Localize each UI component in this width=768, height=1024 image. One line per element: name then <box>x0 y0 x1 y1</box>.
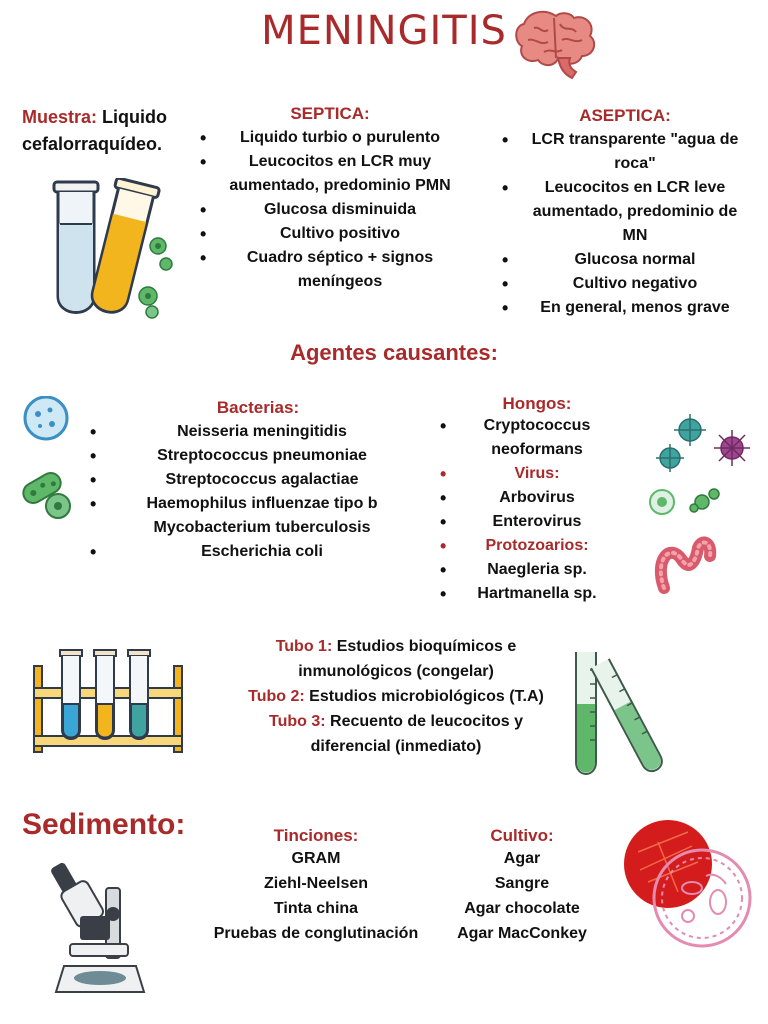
list-item: • Cultivo negativo <box>524 272 746 296</box>
cultivo-heading: Cultivo: <box>490 826 554 845</box>
green-tubes-illustration <box>570 650 680 780</box>
list-item: Agar MacConkey <box>457 925 587 942</box>
list-item: Sangre <box>494 875 550 892</box>
list-item: • Arbovirus <box>462 486 612 510</box>
list-item: • Glucosa disminuida <box>222 198 458 222</box>
protozoarios-heading-row <box>462 534 612 558</box>
list-item: • En general, menos grave <box>524 296 746 320</box>
virus-heading: • Virus: <box>462 462 612 486</box>
aseptica-heading: ASEPTICA: <box>579 106 671 125</box>
list-item: • Cryptococcus neoformans <box>462 414 612 462</box>
title-text: MENINGITIS <box>261 8 507 54</box>
protozoarios-list <box>462 558 612 606</box>
list-item: • Liquido turbio o purulento <box>222 126 458 150</box>
otros-agentes-section <box>462 394 612 606</box>
list-item: • Escherichia coli <box>112 540 412 564</box>
list-item: • Streptococcus pneumoniae <box>112 444 412 468</box>
bacterias-heading: Bacterias: <box>216 398 300 417</box>
muestra-text: Liquido cefalorraquídeo. <box>22 107 167 154</box>
septica-heading: SEPTICA: <box>290 104 370 123</box>
list-item: Agar chocolate <box>464 900 580 917</box>
list-item: • Enterovirus <box>462 510 612 534</box>
list-item: • Cultivo positivo <box>222 222 458 246</box>
page-title <box>0 8 768 54</box>
tube-rack-illustration <box>32 648 184 754</box>
tinciones-section <box>196 826 436 946</box>
list-item: Ziehl-Neelsen <box>263 875 369 892</box>
list-item: • LCR transparente "agua de roca" <box>524 128 746 176</box>
sedimento-heading: Sedimento: <box>22 808 186 841</box>
list-item: Mycobacterium tuberculosis <box>153 519 371 536</box>
tubos-section <box>236 634 556 759</box>
list-item: • Leucocitos en LCR muy aumentado, predominio PMN <box>222 150 458 198</box>
protozoarios-heading: • Protozoarios: <box>462 534 612 558</box>
list-item: Pruebas de conglutinación <box>213 925 419 942</box>
test-tubes-illustration <box>48 178 178 324</box>
tinciones-heading: Tinciones: <box>273 826 359 845</box>
brain-icon <box>514 8 598 82</box>
virus-icons <box>640 410 758 600</box>
petri-dish-illustration <box>618 812 758 952</box>
septica-section <box>222 104 458 294</box>
list-item: Tinta china <box>273 900 359 917</box>
muestra-block <box>22 104 202 158</box>
list-item: • Glucosa normal <box>524 248 746 272</box>
tubo-1: Tubo 1: Estudios bioquímicos e inmunológicos (congelar) <box>275 638 517 680</box>
bacterias-list <box>112 420 412 564</box>
list-item: • Haemophilus influenzae tipo b <box>112 492 412 516</box>
list-item: • Neisseria meningitidis <box>112 420 412 444</box>
muestra-label: Muestra: <box>22 107 98 127</box>
agentes-heading: Agentes causantes: <box>290 340 498 365</box>
hongos-list <box>462 414 612 462</box>
list-item: GRAM <box>291 850 341 867</box>
virus-list <box>462 486 612 534</box>
list-item: • Naegleria sp. <box>462 558 612 582</box>
list-item: Agar <box>503 850 541 867</box>
tubo-3: Tubo 3: Recuento de leucocitos y diferencial (inmediato) <box>269 713 523 755</box>
list-item: • Streptococcus agalactiae <box>112 468 412 492</box>
bacterias-section <box>112 398 412 564</box>
list-item: • Leucocitos en LCR leve aumentado, predominio de MN <box>524 176 746 248</box>
list-item: • Cuadro séptico + signos meníngeos <box>222 246 458 294</box>
hongos-heading: Hongos: <box>502 394 572 413</box>
aseptica-section <box>524 106 746 320</box>
virus-heading-row <box>462 462 612 486</box>
microscope-icon <box>50 852 150 1002</box>
tubo-2: Tubo 2: Estudios microbiológicos (T.A) <box>248 688 544 705</box>
aseptica-list <box>524 128 746 320</box>
bacteria-icons <box>18 396 78 526</box>
septica-list <box>222 126 458 294</box>
cultivo-section <box>432 826 612 946</box>
list-item: • Hartmanella sp. <box>462 582 612 606</box>
